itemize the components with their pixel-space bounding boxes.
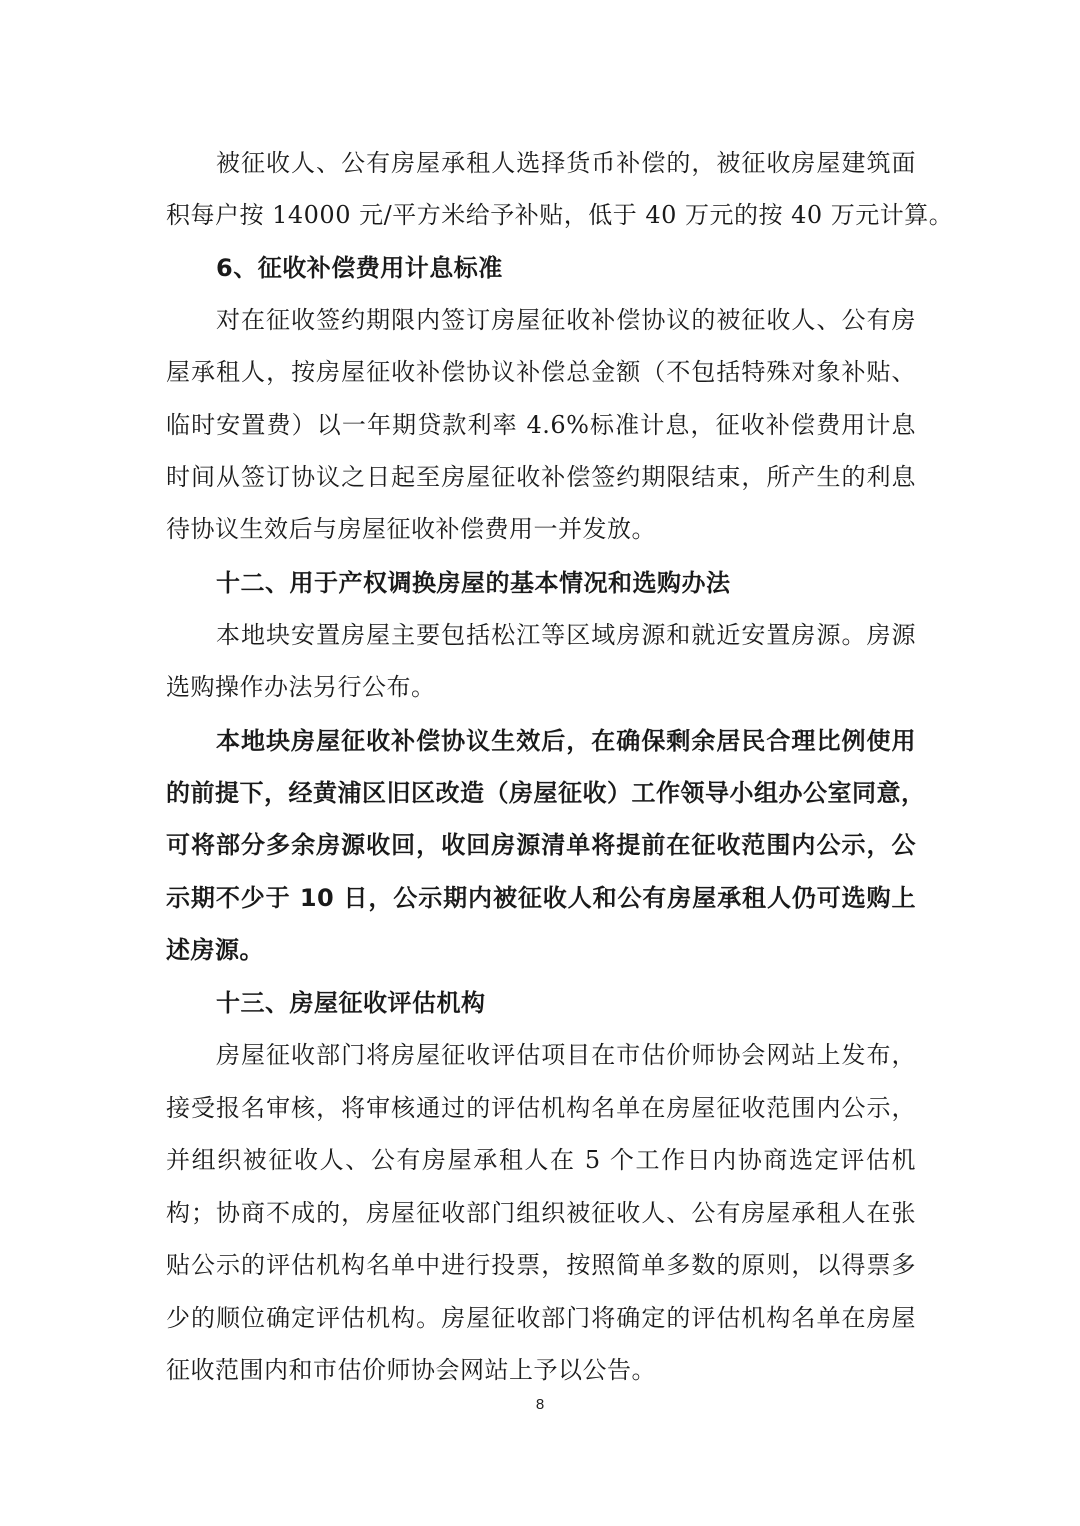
bold-text-line: 本地块房屋征收补偿协议生效后，在确保剩余居民合理比例使用: [216, 727, 916, 755]
body-text-line: 对在征收签约期限内签订房屋征收补偿协议的被征收人、公有房: [216, 306, 916, 334]
section-heading: 6、征收补偿费用计息标准: [216, 254, 503, 282]
bold-text-line: 述房源。: [166, 936, 264, 964]
body-text-line: 屋承租人，按房屋征收补偿协议补偿总金额（不包括特殊对象补贴、: [166, 358, 916, 386]
body-text-line: 贴公示的评估机构名单中进行投票，按照简单多数的原则，以得票多: [166, 1251, 916, 1279]
page-number: 8: [535, 1396, 545, 1413]
section-heading: 十二、用于产权调换房屋的基本情况和选购办法: [216, 569, 731, 597]
body-text-line: 并组织被征收人、公有房屋承租人在 5 个工作日内协商选定评估机: [166, 1146, 916, 1174]
body-text-line: 临时安置费）以一年期贷款利率 4.6%标准计息，征收补偿费用计息: [166, 411, 916, 439]
body-text-line: 本地块安置房屋主要包括松江等区域房源和就近安置房源。房源: [216, 621, 916, 649]
body-text-line: 选购操作办法另行公布。: [166, 673, 436, 701]
bold-text-line: 可将部分多余房源收回，收回房源清单将提前在征收范围内公示，公: [166, 831, 916, 859]
body-text-line: 积每户按 14000 元/平方米给予补贴，低于 40 万元的按 40 万元计算。: [166, 201, 954, 229]
body-text-line: 房屋征收部门将房屋征收评估项目在市估价师协会网站上发布，: [216, 1041, 916, 1069]
section-heading: 十三、房屋征收评估机构: [216, 989, 486, 1017]
body-text-line: 时间从签订协议之日起至房屋征收补偿签约期限结束，所产生的利息: [166, 463, 916, 491]
bold-text-line: 的前提下，经黄浦区旧区改造（房屋征收）工作领导小组办公室同意，: [166, 779, 926, 807]
bold-text-line: 示期不少于 10 日，公示期内被征收人和公有房屋承租人仍可选购上: [166, 884, 916, 912]
body-text-line: 被征收人、公有房屋承租人选择货币补偿的，被征收房屋建筑面: [216, 149, 916, 177]
body-text-line: 接受报名审核，将审核通过的评估机构名单在房屋征收范围内公示，: [166, 1094, 916, 1122]
body-text-line: 待协议生效后与房屋征收补偿费用一并发放。: [166, 515, 656, 543]
body-text-line: 构；协商不成的，房屋征收部门组织被征收人、公有房屋承租人在张: [166, 1199, 916, 1227]
body-text-line: 少的顺位确定评估机构。房屋征收部门将确定的评估机构名单在房屋: [166, 1304, 916, 1332]
body-text-line: 征收范围内和市估价师协会网站上予以公告。: [166, 1356, 656, 1384]
